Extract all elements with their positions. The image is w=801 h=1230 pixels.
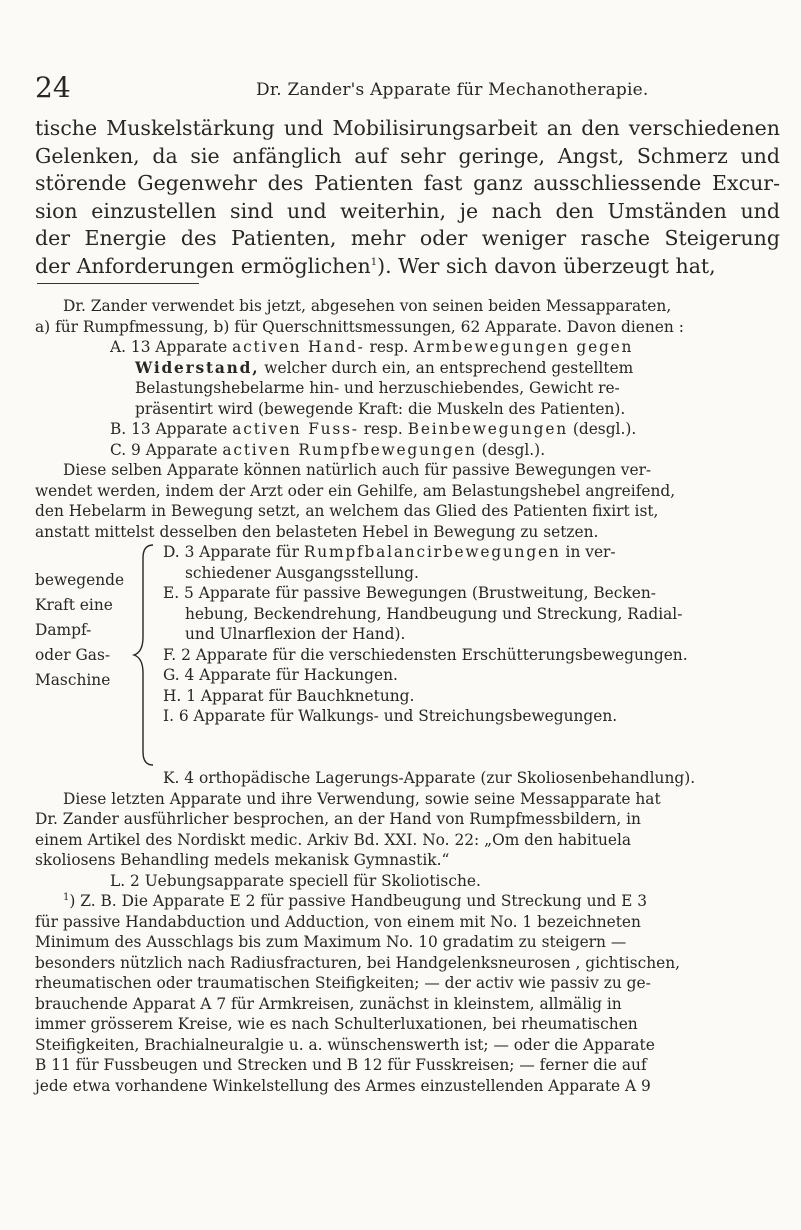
item-b bbox=[35, 419, 780, 440]
closing-paragraph-line: Diese letzten Apparate und ihre Verwendung, sowie seine Messapparate hat bbox=[63, 789, 661, 808]
item-text: B. 13 Apparate bbox=[110, 420, 233, 438]
item-k: K. 4 orthopädische Lagerungs-Apparate (zur Skoliosenbehandlung). bbox=[163, 769, 696, 787]
item-f: F. 2 Apparate für die verschiedensten Erschütterungsbewegungen. bbox=[163, 645, 688, 664]
brace-label-line: bewegende bbox=[35, 571, 125, 589]
item-i: I. 6 Apparate für Walkungs- und Streichungsbewegungen. bbox=[163, 707, 618, 725]
closing-paragraph-line: einem Artikel des Nordiskt medic. Arkiv Bd. XXI. No. 22: „Om den habituela bbox=[35, 830, 632, 849]
brace-label-line: Dampf- bbox=[35, 621, 92, 639]
item-c bbox=[35, 440, 780, 461]
running-title: Dr. Zander's Apparate für Mechanotherapie. bbox=[256, 80, 649, 100]
item-a-cont bbox=[35, 358, 780, 379]
passive-paragraph-line: anstatt mittelst desselben den belasteten Hebel in Bewegung zu setzen. bbox=[35, 522, 599, 541]
item-e-cont: und Ulnarflexion der Hand). bbox=[185, 625, 406, 643]
note-line: a) für Rumpfmessung, b) für Querschnittsmessungen, 62 Apparate. Davon dienen : bbox=[35, 317, 684, 336]
item-d bbox=[163, 542, 780, 563]
brace-label-line: Kraft eine bbox=[35, 596, 113, 614]
passive-paragraph-line: wendet werden, indem der Arzt oder ein Gehilfe, am Belastungshebel angreifend, bbox=[35, 481, 676, 500]
item-spaced-text: Rumpfbalancirbewegungen bbox=[303, 543, 561, 561]
item-a-cont: Belastungshebelarme hin- und herzuschiebendes, Gewicht re- bbox=[135, 379, 620, 397]
footnote-separator bbox=[37, 283, 199, 284]
main-line-text: ). Wer sich davon überzeugt hat, bbox=[377, 253, 716, 278]
note-line: Dr. Zander verwendet bis jetzt, abgesehen von seinen beiden Messapparaten, bbox=[63, 297, 672, 315]
closing-paragraph-line: skoliosens Behandling medels mekanisk Gymnastik.“ bbox=[35, 851, 450, 869]
item-l: L. 2 Uebungsapparate speciell für Skoliotische. bbox=[110, 871, 481, 890]
item-text: resp. bbox=[358, 420, 408, 438]
main-line: störende Gegenwehr des Patienten fast ganz ausschliessende Excur- bbox=[35, 171, 780, 196]
item-spaced-text: activen Rumpfbewegungen bbox=[222, 440, 477, 459]
footnote-line: jede etwa vorhandene Winkelstellung des Armes einzustellenden Apparate A 9 bbox=[35, 1076, 651, 1095]
passive-paragraph-line: Diese selben Apparate können natürlich auch für passive Bewegungen ver- bbox=[63, 461, 652, 479]
main-paragraph bbox=[35, 115, 780, 281]
brace-label bbox=[35, 568, 125, 693]
passive-paragraph-line: den Hebelarm in Bewegung setzt, an welchem das Glied des Patienten fixirt ist, bbox=[35, 502, 659, 520]
footnote-line: Minimum des Ausschlags bis zum Maximum No. 10 gradatim zu steigern — bbox=[35, 933, 627, 951]
main-line: sion einzustellen sind und weiterhin, je nach den Umständen und bbox=[35, 198, 780, 223]
item-spaced-text: activen Hand- bbox=[232, 338, 365, 356]
footnote-line: rheumatischen oder traumatischen Steifigkeiten; — der activ wie passiv zu ge- bbox=[35, 974, 651, 992]
main-line: Gelenken, da sie anfänglich auf sehr geringe, Angst, Schmerz und bbox=[35, 143, 780, 168]
closing-paragraph-line: Dr. Zander ausführlicher besprochen, an der Hand von Rumpfmessbildern, in bbox=[35, 810, 641, 828]
footnote-line: B 11 für Fussbeugen und Strecken und B 12 für Fusskreisen; — ferner die auf bbox=[35, 1056, 647, 1074]
footnote-section bbox=[35, 296, 780, 1096]
footnote-first-line bbox=[35, 891, 780, 912]
main-line: der Energie des Patienten, mehr oder weniger rasche Steigerung bbox=[35, 226, 780, 251]
brace-label-line: Maschine bbox=[35, 671, 111, 689]
machine-driven-group bbox=[35, 542, 780, 768]
item-d-cont: schiedener Ausgangsstellung. bbox=[185, 563, 419, 582]
item-text: D. 3 Apparate für bbox=[163, 543, 304, 561]
footnote-text: ) Z. B. Die Apparate E 2 für passive Handbeugung und Streckung und E 3 bbox=[69, 892, 648, 910]
item-spaced-text: Armbewegungen gegen bbox=[413, 338, 634, 356]
main-line-text: der Anforderungen ermöglichen bbox=[35, 253, 371, 278]
item-e-cont: hebung, Beckendrehung, Handbeugung und Streckung, Radial- bbox=[185, 604, 683, 623]
item-a-cont: präsentirt wird (bewegende Kraft: die Muskeln des Patienten). bbox=[135, 399, 626, 418]
item-text: welcher durch ein, an entsprechend gestelltem bbox=[259, 358, 634, 377]
brace-items bbox=[163, 542, 780, 727]
item-text: resp. bbox=[364, 338, 414, 356]
item-g: G. 4 Apparate für Hackungen. bbox=[163, 666, 398, 684]
item-a bbox=[35, 337, 780, 358]
main-line: tische Muskelstärkung und Mobilisirungsarbeit an den verschiedenen bbox=[35, 116, 780, 140]
item-e: E. 5 Apparate für passive Bewegungen (Brustweitung, Becken- bbox=[163, 584, 656, 602]
item-h: H. 1 Apparat für Bauchknetung. bbox=[163, 686, 415, 705]
footnote-line: Steifigkeiten, Brachialneuralgie u. a. wünschenswerth ist; — oder die Apparate bbox=[35, 1035, 655, 1054]
item-spaced-text: Widerstand, bbox=[135, 358, 260, 377]
footnote-line: für passive Handabduction und Adduction, von einem mit No. 1 bezeichneten bbox=[35, 912, 641, 931]
item-spaced-text: Beinbewegungen bbox=[407, 420, 568, 438]
page-number: 24 bbox=[35, 71, 71, 104]
item-text: A. 13 Apparate bbox=[110, 338, 233, 356]
footnote-line: brauchende Apparat A 7 für Armkreisen, zunächst in kleinstem, allmälig in bbox=[35, 994, 622, 1013]
item-text: (desgl.). bbox=[567, 420, 637, 438]
main-line-last bbox=[35, 253, 780, 281]
item-text: (desgl.). bbox=[476, 440, 546, 459]
curly-brace-icon bbox=[131, 542, 157, 768]
footnote-line: immer grösserem Kreise, wie es nach Schulterluxationen, bei rheumatischen bbox=[35, 1015, 638, 1033]
item-text: C. 9 Apparate bbox=[110, 440, 223, 459]
footnote-reference: 1 bbox=[370, 257, 378, 269]
item-text: in ver- bbox=[560, 543, 616, 561]
footnote-line: besonders nützlich nach Radiusfracturen, bei Handgelenksneurosen , gichtischen, bbox=[35, 953, 681, 972]
footnote-marker: 1 bbox=[63, 891, 70, 903]
item-spaced-text: activen Fuss- bbox=[232, 420, 359, 438]
brace-label-line: oder Gas- bbox=[35, 646, 111, 664]
